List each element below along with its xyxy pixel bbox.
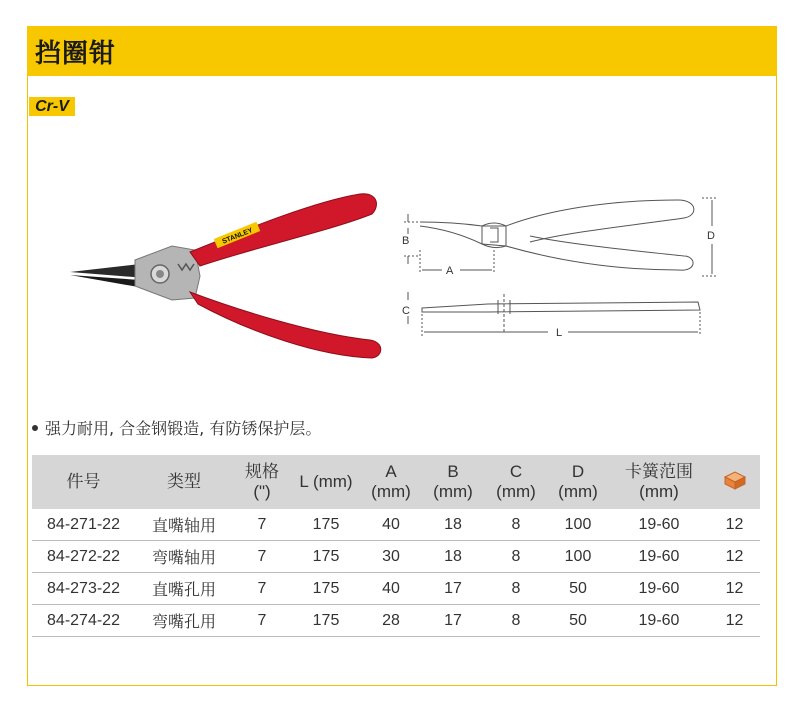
table-cell: 7	[233, 573, 291, 605]
header-cell: L (mm)	[299, 472, 353, 491]
table-cell: 直嘴孔用	[135, 573, 233, 605]
table-cell: 175	[291, 541, 361, 573]
svg-text:D: D	[707, 230, 715, 242]
table-cell: 50	[547, 605, 609, 637]
table-cell: 7	[233, 605, 291, 637]
header-cell: 规格 (")	[245, 462, 279, 501]
table-cell: 30	[361, 541, 421, 573]
spec-table	[32, 455, 760, 637]
header-cell	[709, 455, 760, 509]
svg-text:A: A	[446, 265, 454, 277]
table-cell: 50	[547, 573, 609, 605]
feature-text: 强力耐用, 合金钢锻造, 有防锈保护层。	[45, 419, 322, 438]
svg-text:L: L	[556, 327, 563, 339]
header-cell: 卡簧范围 (mm)	[625, 462, 693, 501]
table-row	[32, 541, 760, 573]
table-cell: 12	[709, 573, 760, 605]
table-cell: 12	[709, 541, 760, 573]
header-cell: 类型	[167, 472, 201, 491]
table-cell: 18	[421, 509, 485, 541]
table-cell: 100	[547, 541, 609, 573]
table-cell: 84-271-22	[32, 509, 135, 541]
header-cell: 件号	[66, 472, 101, 491]
table-cell: 17	[421, 605, 485, 637]
header-cell: A (mm)	[371, 462, 411, 501]
header-cell: B (mm)	[433, 462, 473, 501]
table-cell: 175	[291, 605, 361, 637]
table-cell: 175	[291, 573, 361, 605]
table-cell: 84-274-22	[32, 605, 135, 637]
table-cell: 40	[361, 573, 421, 605]
table-cell: 8	[485, 573, 547, 605]
table-cell: 17	[421, 573, 485, 605]
header-cell: D (mm)	[558, 462, 598, 501]
table-cell: 175	[291, 509, 361, 541]
page-title: 挡圈钳	[35, 39, 117, 69]
table-cell: 8	[485, 605, 547, 637]
table-cell: 8	[485, 509, 547, 541]
table-cell: 40	[361, 509, 421, 541]
table-cell: 84-273-22	[32, 573, 135, 605]
svg-text:C: C	[402, 305, 410, 317]
table-header-row	[32, 455, 760, 509]
svg-text:B: B	[402, 235, 410, 247]
dimension-drawing	[398, 186, 728, 346]
svg-text:STANLEY: STANLEY	[221, 227, 254, 246]
box-icon	[722, 469, 748, 491]
feature-bullet	[28, 416, 321, 439]
bullet-icon	[32, 425, 38, 431]
table-cell: 84-272-22	[32, 541, 135, 573]
material-badge: Cr-V	[29, 97, 75, 116]
table-cell: 弯嘴孔用	[135, 605, 233, 637]
table-cell: 19-60	[609, 605, 709, 637]
table-cell: 7	[233, 509, 291, 541]
table-cell: 12	[709, 509, 760, 541]
table-cell: 12	[709, 605, 760, 637]
table-row	[32, 573, 760, 605]
table-cell: 弯嘴轴用	[135, 541, 233, 573]
table-cell: 19-60	[609, 541, 709, 573]
table-cell: 7	[233, 541, 291, 573]
header-cell: C (mm)	[496, 462, 536, 501]
table-cell: 19-60	[609, 573, 709, 605]
table-row	[32, 605, 760, 637]
table-row	[32, 509, 760, 541]
table-cell: 直嘴轴用	[135, 509, 233, 541]
product-photo	[60, 180, 390, 360]
table-cell: 18	[421, 541, 485, 573]
table-cell: 100	[547, 509, 609, 541]
title-bar	[27, 26, 777, 76]
table-cell: 19-60	[609, 509, 709, 541]
table-cell: 8	[485, 541, 547, 573]
table-cell: 28	[361, 605, 421, 637]
